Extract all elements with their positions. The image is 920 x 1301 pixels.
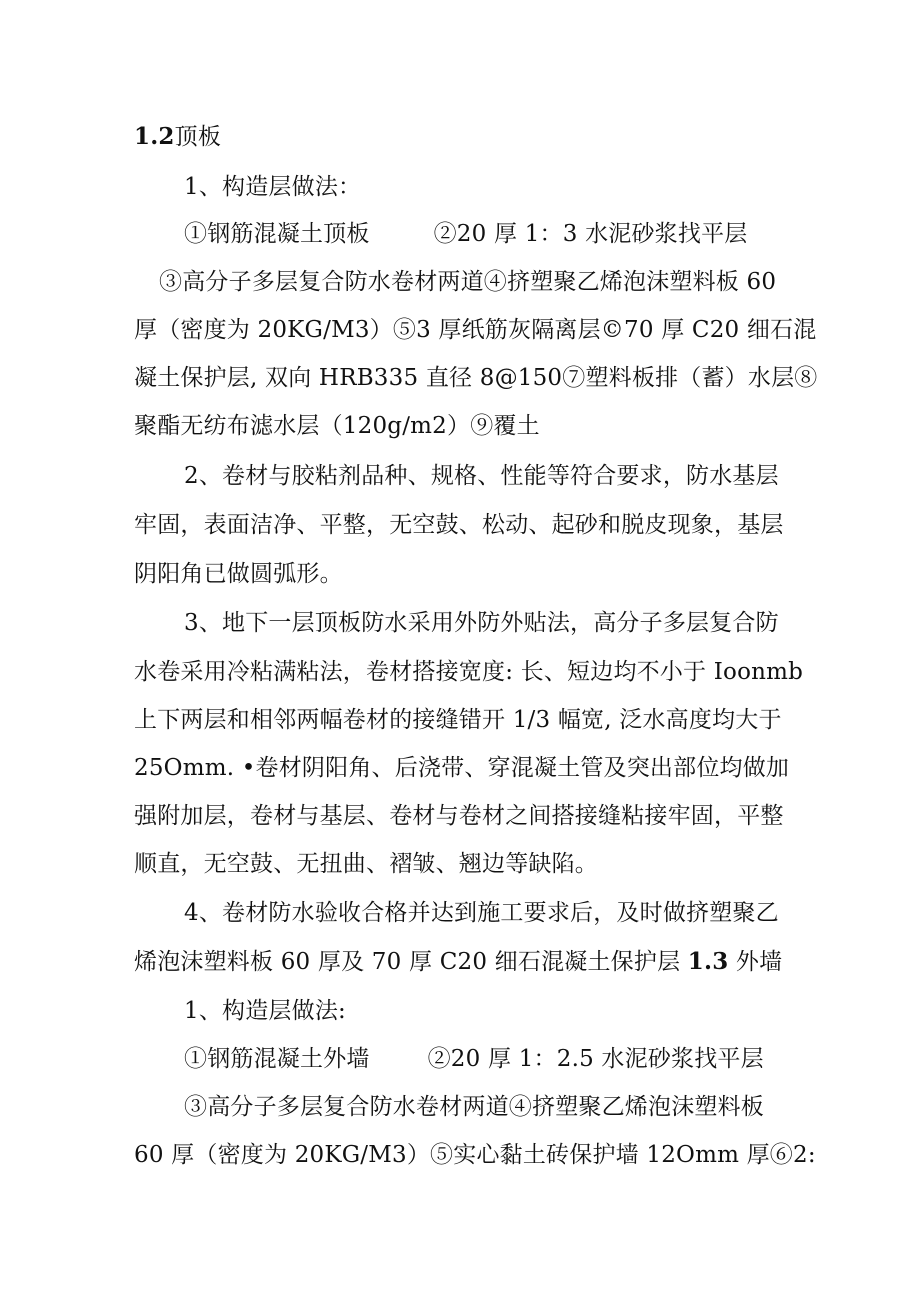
- wall-layers-line3: 60 厚（密度为 20KG/M3）⑤实心黏土砖保护墙 12Omm 厚⑥2:: [134, 1142, 816, 1168]
- roof-layers-line4: 凝土保护层, 双向 HRB335 直径 8@150⑦塑料板排（蓄）水层⑧: [134, 365, 818, 391]
- roof-layer-2: ②20 厚 1：3 水泥砂浆找平层: [433, 221, 748, 247]
- roof-item4-text: 烯泡沫塑料板 60 厚及 70 厚 C20 细石混凝土保护层: [134, 949, 681, 975]
- section-title-1-3: 外墙: [735, 949, 783, 975]
- roof-item3-line1: 3、地下一层顶板防水采用外防外贴法，高分子多层复合防: [184, 610, 779, 636]
- roof-item3-line3: 上下两层和相邻两幅卷材的接缝错开 1/3 幅宽, 泛水高度均大于: [134, 707, 782, 733]
- section-heading-1-2: [134, 122, 221, 152]
- wall-layer-1: ①钢筋混凝土外墙: [184, 1046, 370, 1072]
- wall-layers-line1: [184, 1044, 764, 1074]
- section-title: 顶板: [174, 124, 222, 150]
- roof-item2-line2: 牢固，表面洁净、平整，无空鼓、松动、起砂和脱皮现象，基层: [134, 512, 784, 538]
- roof-layers-line1: [184, 219, 747, 249]
- wall-item1-title: 1、构造层做法:: [184, 998, 346, 1024]
- roof-layers-line3: 厚（密度为 20KG/M3）⑤3 厚纸筋灰隔离层©70 厚 C20 细石混: [134, 317, 817, 343]
- section-number: 1.2: [134, 123, 175, 150]
- roof-item2-line1: 2、卷材与胶粘剂品种、规格、性能等符合要求，防水基层: [184, 463, 779, 489]
- roof-item4-line2: [134, 947, 782, 977]
- section-number-1-3: 1.3: [687, 948, 729, 975]
- wall-layers-line2: ③高分子多层复合防水卷材两道④挤塑聚乙烯泡沫塑料板: [184, 1094, 764, 1120]
- roof-item1-title: 1、构造层做法：: [184, 174, 362, 200]
- roof-item4-line1: 4、卷材防水验收合格并达到施工要求后，及时做挤塑聚乙: [184, 900, 779, 926]
- roof-layers-line5: 聚酯无纺布滤水层（120g∕m2）⑨覆土: [134, 413, 540, 439]
- roof-item2-line3: 阴阳角已做圆弧形。: [134, 561, 343, 587]
- roof-item3-line6: 顺直，无空鼓、无扭曲、褶皱、翘边等缺陷。: [134, 851, 598, 877]
- roof-item3-line2: 水卷采用冷粘满粘法，卷材搭接宽度: 长、短边均不小于 Ioonmb: [134, 659, 804, 685]
- roof-layers-line2: ③高分子多层复合防水卷材两道④挤塑聚乙烯泡沫塑料板 60: [159, 269, 777, 295]
- roof-item3-line5: 强附加层，卷材与基层、卷材与卷材之间搭接缝粘接牢固，平整: [134, 803, 784, 829]
- wall-layer-2: ②20 厚 1：2.5 水泥砂浆找平层: [427, 1046, 764, 1072]
- roof-layer-1: ①钢筋混凝土顶板: [184, 221, 370, 247]
- roof-item3-line4: 25Omm. •卷材阴阳角、后浇带、穿混凝土管及突出部位均做加: [134, 755, 790, 781]
